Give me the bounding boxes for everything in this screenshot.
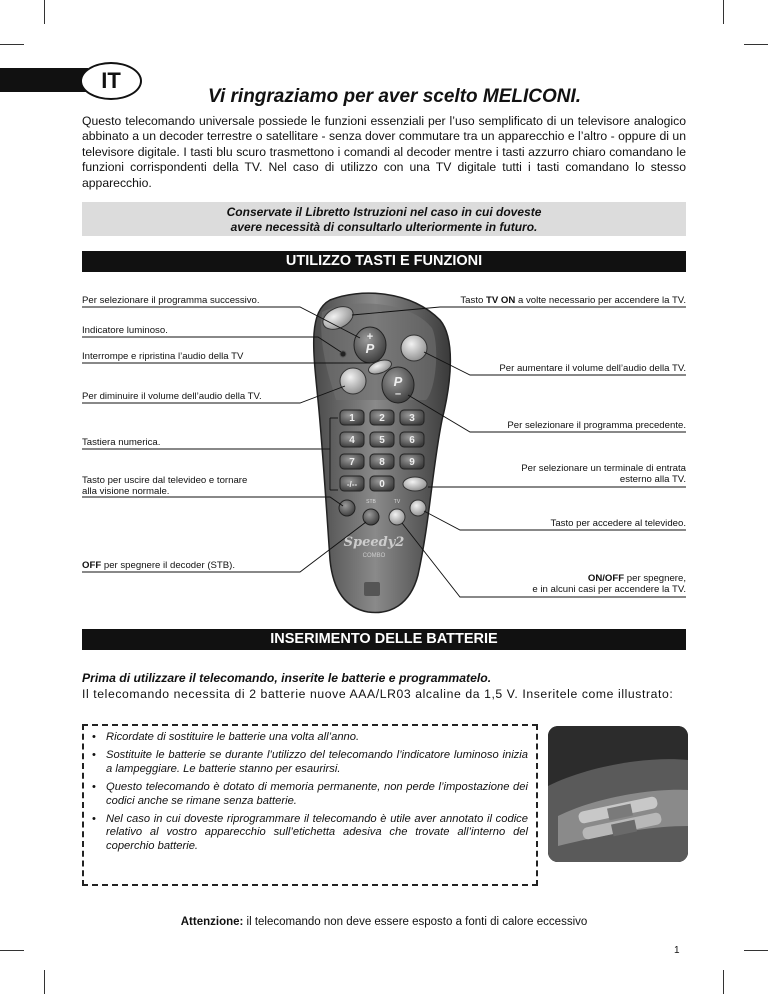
callout-exit-tt	[82, 497, 343, 506]
label-prog-next: Per selezionare il programma successivo.	[82, 295, 260, 306]
label-prog-prev: Per selezionare il programma precedente.	[507, 420, 686, 431]
key-9: 9	[409, 457, 415, 468]
av-button-shape	[403, 477, 427, 491]
label-off-bold: OFF	[82, 560, 102, 571]
warning-body: il telecomando non deve essere esposto a fonti di calore eccessivo	[243, 916, 588, 928]
p-plus-label: P	[365, 341, 375, 356]
label-mute: Interrompe e ripristina l’audio della TV	[82, 351, 244, 362]
page-number: 1	[674, 945, 680, 956]
vol-up-button-shape	[401, 335, 427, 361]
label-vol-down: Per diminuire il volume dell’audio della TV.	[82, 391, 262, 402]
key-5: 5	[379, 435, 385, 446]
crop-mark	[744, 950, 768, 951]
key-1: 1	[349, 413, 355, 424]
label-ext-input	[521, 463, 686, 485]
label-keypad: Tastiera numerica.	[82, 437, 161, 448]
label-ext-input-1: Per selezionare un terminale di entrata	[521, 463, 686, 474]
key-6: 6	[409, 435, 415, 446]
label-tv-on	[460, 295, 686, 306]
label-exit-tt-2: alla visione normale.	[82, 486, 170, 497]
label-exit-tt-1: Tasto per uscire dal televideo e tornare	[82, 475, 248, 486]
key-3: 3	[409, 413, 415, 424]
p-plus-plus: +	[366, 331, 374, 343]
label-tv-on-bold: TV ON	[486, 295, 516, 306]
tips-list	[92, 731, 528, 858]
tip-item: • Nel caso in cui doveste riprogrammare il telecomando è utile aver annotato il codice relativo al vostro apparecchio sull’etichetta adesiva che trovate all’interno del coperchio batterie.	[92, 813, 528, 853]
key-8: 8	[379, 457, 385, 468]
label-onoff	[532, 573, 686, 595]
label-vol-up: Per aumentare il volume dell’audio della TV.	[499, 363, 686, 374]
label-off-post: per spegnere il decoder (STB).	[101, 560, 236, 571]
label-exit-teletext	[82, 475, 247, 497]
model-label: COMBO	[362, 553, 386, 559]
label-onoff-bold: ON/OFF	[587, 573, 625, 584]
brand-label: Speedy2	[343, 535, 405, 550]
warning-text	[0, 916, 768, 928]
key-dash: -/--	[346, 480, 358, 489]
note-line-1: Conservate il Libretto Istruzioni nel caso in cui doveste	[226, 205, 542, 219]
label-off	[82, 560, 235, 571]
crop-mark	[44, 970, 45, 994]
key-2: 2	[379, 413, 385, 424]
label-teletext: Tasto per accedere al televideo.	[550, 518, 686, 529]
tv-label: TV	[393, 499, 401, 505]
battery-photo	[548, 726, 688, 862]
key-4: 4	[349, 435, 355, 446]
label-ext-input-2: esterno alla TV.	[619, 474, 686, 485]
callout-indicator	[82, 337, 341, 352]
tip-item: • Ricordate di sostituire le batterie una volta all’anno.	[92, 731, 528, 744]
label-indicator: Indicatore luminoso.	[82, 325, 168, 336]
label-tv-on-post: a volte necessario per accendere la TV.	[515, 295, 686, 306]
exit-teletext-button-shape	[339, 500, 355, 516]
tip-item: • Questo telecomando è dotato di memoria permanente, non perde l’impostazione dei codici anche se rimane senza batterie.	[92, 781, 528, 808]
p-minus-label: P	[393, 374, 403, 389]
section-heading-batteries: INSERIMENTO DELLE BATTERIE	[82, 629, 686, 650]
section-heading-keys: UTILIZZO TASTI E FUNZIONI	[82, 251, 686, 272]
tip-item: • Sostituite le batterie se durante l’utilizzo del telecomando l’indicatore luminoso inizia a lampeggiare. Le batterie stanno per esaurirsi.	[92, 749, 528, 776]
meliconi-logo-mark	[364, 582, 380, 596]
label-tv-on-pre: Tasto	[460, 295, 486, 306]
page-title: Vi ringraziamo per aver scelto MELICONI.	[208, 86, 582, 107]
tv-onoff-button-shape	[389, 509, 405, 525]
crop-mark	[723, 970, 724, 994]
key-7: 7	[349, 457, 355, 468]
batteries-lead: Il telecomando necessita di 2 batterie nuove AAA/LR03 alcaline da 1,5 V. Inseritele come illustrato:	[82, 687, 674, 701]
warning-bold: Attenzione:	[180, 916, 244, 928]
language-code: IT	[101, 68, 121, 93]
label-onoff-2: e in alcuni casi per accendere la TV.	[532, 584, 686, 595]
label-onoff-post: per spegnere,	[624, 573, 686, 584]
stb-label: STB	[366, 499, 376, 505]
crop-mark	[0, 950, 24, 951]
note-line-2: avere necessità di consultarlo ulteriormente in futuro.	[230, 220, 538, 234]
vol-down-button-shape	[340, 368, 366, 394]
key-0: 0	[379, 479, 385, 490]
intro-paragraph: Questo telecomando universale possiede le funzioni essenziali per l’uso semplificato di un televisore analogico abbinato a un decoder terrestre o satellitare - senza dover commutare tra un apparecchio e l’altro - oppure di un televisore digitale. I tasti blu scuro trasmettono i comandi al decoder mentre i tasti azzurro chiaro comandano le funzioni corrispondenti della TV. Nel caso di utilizzo con una TV digitale tutti i tasti comandano lo stesso apparecchio.	[82, 114, 686, 190]
batteries-lead-bold: Prima di utilizzare il telecomando, inserite le batterie e programmatelo.	[82, 671, 492, 685]
teletext-button-shape	[410, 500, 426, 516]
p-minus-minus: –	[394, 388, 402, 400]
